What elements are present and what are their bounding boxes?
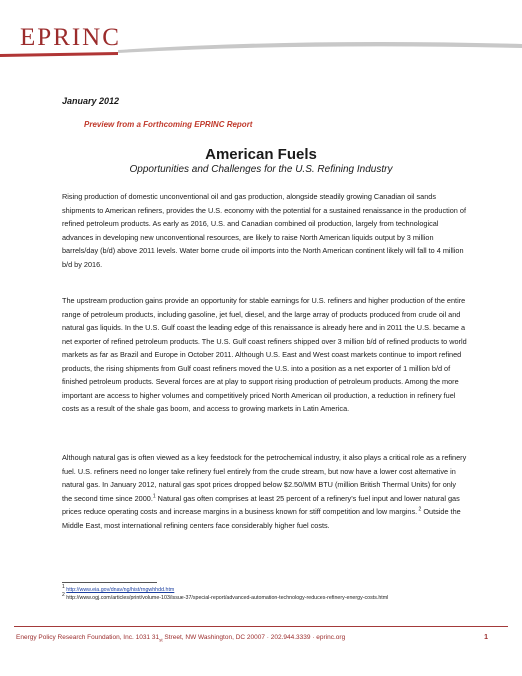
paragraph-1 [62,190,467,271]
footnote-1 [62,584,467,595]
paragraph-3-text-c: Outside the Middle East, most international refining centers face considerably higher fuel costs. [62,507,461,530]
report-date: January 2012 [62,96,120,106]
footer-text-st: st [159,637,163,643]
footnote-1-number: 1 [62,584,65,591]
page-number: 1 [484,634,488,641]
footer-text-a: Energy Policy Research Foundation, Inc. 1031 31 [16,634,160,641]
paragraph-2-text: The upstream production gains provide an opportunity for stable earnings for U.S. refiners and higher production of the entire range of petroleum products, including gasoline, jet fuel, diesel, and the large array of products produced from crude oil and natural gas liquids. In the U.S. Gulf coast the leading edge of this renaissance is already here and in 2011 the U.S. became a net exporter of refined petroleum products. The U.S. Gulf coast refiners shipped over 3 million b/d of refined products to world markets as far as Brazil and Europe in October 2011. Although U.S. East and West coast markets continue to import refined products, the rising shipments from Gulf coast refiners moved the U.S. into a position as a net exporter of 1 million b/d of finished petroleum products. Several forces are at play to support rising production of petroleum products. Among the more important are access to higher volumes and competitively priced North American oil production, a reduction in refinery fuel costs as a result of the shale gas boom, and access to growing markets in Latin America. [62,296,467,413]
paragraph-3-text-b: Natural gas often comprises at least 25 percent of a refinery’s fuel input and lower natural gas prices reduce operating costs and increase margins in a business known for stiff competition and low margins. [62,493,460,516]
footnote-ref-2[interactable]: 2 [417,506,422,513]
document-subtitle: Opportunities and Challenges for the U.S. Refining Industry [129,164,393,175]
footnote-2-text: http://www.ogj.com/articles/print/volume-103/issue-37/special-report/advanced-automation-technology-reduces-refinery-energy-costs.html [66,595,389,601]
footer-address [16,634,345,642]
footer-text-b: Street, NW Washington, DC 20007 · 202.944.3339 · eprinc.org [162,634,346,641]
paragraph-1-text: Rising production of domestic unconventional oil and gas production, alongside steadily growing Canadian oil sands shipments to American refiners, provides the U.S. economy with the potential for a sustained renaissance in the production of refined petroleum products. As early as 2016, U.S. and Canadian combined oil production, largely from technological advances in developing new unconventional resources, are likely to raise North American liquids output by 3 million barrels/day (b/d) above 2011 levels. Water borne crude oil imports into the North American continent likely will fall to 4 million b/d by 2016. [62,192,466,269]
paragraph-2 [62,294,467,416]
footnote-ref-1[interactable]: 1 [152,493,156,500]
document-title: American Fuels [205,146,317,163]
preview-note: Preview from a Forthcoming EPRINC Report [84,120,253,129]
footnote-divider [62,582,157,583]
paragraph-3 [62,451,467,532]
eprinc-logo: EPRINC [20,24,121,51]
paragraph-3-text-a: Although natural gas is often viewed as a key feedstock for the petrochemical industry, it also plays a critical role as a refinery fuel. U.S. refiners need no longer take refinery fuel entirely from the crude stream, but now have a lower cost alternative in natural gas. In January 2012, natural gas spot prices dropped below $2.50/MM BTU (million British Thermal Units) for only the second time since 2000. [62,453,467,503]
footnote-1-link[interactable]: http://www.eia.gov/dnav/ng/hist/rngwhhdd.htm [66,587,175,593]
footnote-2-number: 2 [62,592,65,599]
footer-divider [14,626,508,627]
footnote-2 [62,592,467,603]
